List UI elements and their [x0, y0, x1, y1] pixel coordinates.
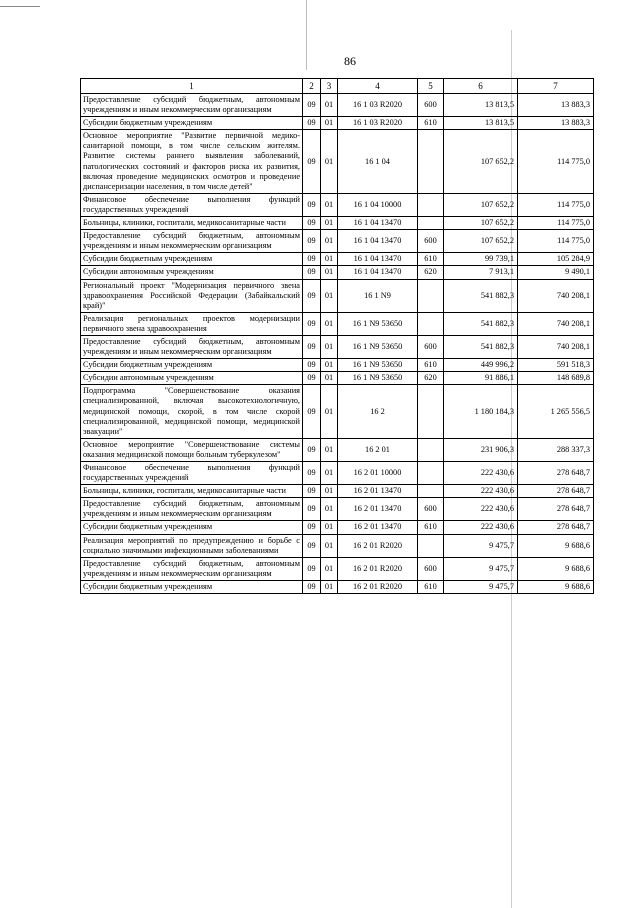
row-value-cell: 01	[321, 230, 338, 253]
row-name-cell: Финансовое обеспечение выполнения функций государственных учреждений	[81, 462, 303, 485]
row-value-cell: 09	[303, 485, 321, 498]
row-value-cell	[418, 485, 444, 498]
row-value-cell: 107 652,2	[444, 217, 518, 230]
row-value-cell: 740 208,1	[518, 279, 594, 312]
row-value-cell: 13 813,5	[444, 94, 518, 117]
row-value-cell: 09	[303, 498, 321, 521]
row-value-cell: 01	[321, 130, 338, 194]
row-value-cell: 7 913,1	[444, 266, 518, 279]
row-value-cell: 09	[303, 193, 321, 216]
row-name-cell: Предоставление субсидий бюджетным, автономным учреждениям и иным некоммерческим организациям	[81, 335, 303, 358]
row-value-cell: 114 775,0	[518, 193, 594, 216]
row-value-cell: 600	[418, 335, 444, 358]
row-value-cell: 114 775,0	[518, 217, 594, 230]
row-value-cell: 9 475,7	[444, 557, 518, 580]
row-value-cell: 09	[303, 557, 321, 580]
row-value-cell: 01	[321, 462, 338, 485]
row-value-cell: 16 1 03 R2020	[338, 117, 418, 130]
row-value-cell: 16 2 01 R2020	[338, 534, 418, 557]
row-value-cell	[418, 217, 444, 230]
row-value-cell: 16 2	[338, 385, 418, 438]
row-value-cell: 231 906,3	[444, 438, 518, 461]
page-number: 86	[344, 54, 356, 68]
row-value-cell: 09	[303, 462, 321, 485]
row-value-cell: 91 886,1	[444, 372, 518, 385]
table-row	[81, 557, 594, 580]
table-row	[81, 485, 594, 498]
row-value-cell: 16 1 04 13470	[338, 217, 418, 230]
row-value-cell: 610	[418, 521, 444, 534]
row-value-cell: 09	[303, 521, 321, 534]
row-value-cell: 09	[303, 279, 321, 312]
row-name-cell: Субсидии бюджетным учреждениям	[81, 117, 303, 130]
row-value-cell	[418, 312, 444, 335]
row-value-cell: 740 208,1	[518, 335, 594, 358]
row-name-cell: Субсидии автономным учреждениям	[81, 372, 303, 385]
row-value-cell: 99 739,1	[444, 253, 518, 266]
row-value-cell: 9 688,6	[518, 534, 594, 557]
row-value-cell: 16 1 N9 53650	[338, 335, 418, 358]
row-value-cell	[418, 462, 444, 485]
row-value-cell: 01	[321, 385, 338, 438]
row-value-cell: 01	[321, 438, 338, 461]
table-row	[81, 230, 594, 253]
row-value-cell: 610	[418, 117, 444, 130]
table-row	[81, 580, 594, 593]
row-value-cell: 278 648,7	[518, 498, 594, 521]
row-value-cell: 148 689,8	[518, 372, 594, 385]
row-name-cell: Подпрограмма "Совершенствование оказания специализированной, включая высокотехнологичную, медицинской помощи, скорой, в том числе скорой специализированной, медицинской помощи, медицинской эвакуации"	[81, 385, 303, 438]
row-value-cell	[418, 534, 444, 557]
row-value-cell: 16 2 01 R2020	[338, 557, 418, 580]
row-value-cell: 9 688,6	[518, 557, 594, 580]
row-value-cell: 114 775,0	[518, 230, 594, 253]
row-value-cell: 01	[321, 580, 338, 593]
row-value-cell: 288 337,3	[518, 438, 594, 461]
row-name-cell: Предоставление субсидий бюджетным, автономным учреждениям и иным некоммерческим организациям	[81, 94, 303, 117]
row-value-cell: 1 265 556,5	[518, 385, 594, 438]
table-row	[81, 193, 594, 216]
row-value-cell: 01	[321, 312, 338, 335]
row-value-cell: 9 688,6	[518, 580, 594, 593]
row-value-cell: 610	[418, 359, 444, 372]
row-value-cell: 9 475,7	[444, 534, 518, 557]
row-value-cell: 16 1 N9 53650	[338, 372, 418, 385]
row-name-cell: Реализация мероприятий по предупреждению и борьбе с социально значимыми инфекционными заболеваниями	[81, 534, 303, 557]
row-value-cell: 09	[303, 130, 321, 194]
row-value-cell: 222 430,6	[444, 498, 518, 521]
table-row	[81, 372, 594, 385]
row-name-cell: Субсидии бюджетным учреждениям	[81, 359, 303, 372]
row-value-cell: 01	[321, 359, 338, 372]
row-value-cell	[418, 438, 444, 461]
row-value-cell: 01	[321, 94, 338, 117]
row-value-cell: 16 1 04 13470	[338, 266, 418, 279]
row-name-cell: Субсидии автономным учреждениям	[81, 266, 303, 279]
row-name-cell: Региональный проект "Модернизация первичного звена здравоохранения Российской Федерации (Забайкальский край)"	[81, 279, 303, 312]
row-value-cell: 222 430,6	[444, 521, 518, 534]
row-value-cell: 09	[303, 580, 321, 593]
row-value-cell	[418, 279, 444, 312]
row-value-cell: 620	[418, 372, 444, 385]
table-row	[81, 130, 594, 194]
row-value-cell: 09	[303, 94, 321, 117]
row-value-cell: 01	[321, 117, 338, 130]
row-value-cell: 600	[418, 230, 444, 253]
header-cell: 2	[303, 79, 321, 94]
scan-artifact-top-left	[0, 6, 40, 7]
row-value-cell: 610	[418, 253, 444, 266]
table-row	[81, 279, 594, 312]
row-value-cell: 16 1 04 13470	[338, 230, 418, 253]
row-value-cell: 01	[321, 498, 338, 521]
table-body	[81, 94, 594, 594]
row-value-cell: 13 883,3	[518, 117, 594, 130]
table-row	[81, 312, 594, 335]
row-value-cell: 09	[303, 534, 321, 557]
row-value-cell: 16 1 N9	[338, 279, 418, 312]
row-value-cell: 16 2 01 13470	[338, 485, 418, 498]
row-value-cell: 09	[303, 335, 321, 358]
row-value-cell: 9 490,1	[518, 266, 594, 279]
row-value-cell: 16 2 01 13470	[338, 498, 418, 521]
row-value-cell: 13 883,3	[518, 94, 594, 117]
row-name-cell: Предоставление субсидий бюджетным, автономным учреждениям и иным некоммерческим организациям	[81, 557, 303, 580]
header-cell: 4	[338, 79, 418, 94]
row-value-cell: 591 518,3	[518, 359, 594, 372]
row-name-cell: Субсидии бюджетным учреждениям	[81, 521, 303, 534]
row-value-cell: 600	[418, 557, 444, 580]
row-value-cell: 541 882,3	[444, 335, 518, 358]
row-value-cell: 01	[321, 335, 338, 358]
row-value-cell: 600	[418, 498, 444, 521]
budget-table	[80, 78, 594, 594]
table-row	[81, 498, 594, 521]
row-value-cell: 222 430,6	[444, 485, 518, 498]
header-cell: 3	[321, 79, 338, 94]
header-cell: 1	[81, 79, 303, 94]
row-name-cell: Основное мероприятие "Развитие первичной медико-санитарной помощи, в том числе сельским жителям. Развитие системы раннего выявления заболеваний, патологических состояний и факторов риска их развития, включая проведение медицинских осмотров и проведение диспансеризации населения, в том числе детей"	[81, 130, 303, 194]
row-name-cell: Больницы, клиники, госпитали, медикосанитарные части	[81, 217, 303, 230]
row-value-cell	[418, 385, 444, 438]
row-name-cell: Реализация региональных проектов модернизации первичного звена здравоохранения	[81, 312, 303, 335]
table-row	[81, 117, 594, 130]
table-row	[81, 438, 594, 461]
row-value-cell: 09	[303, 438, 321, 461]
row-value-cell: 16 2 01 R2020	[338, 580, 418, 593]
row-value-cell	[418, 193, 444, 216]
row-value-cell: 01	[321, 534, 338, 557]
row-value-cell: 09	[303, 372, 321, 385]
row-value-cell: 01	[321, 217, 338, 230]
table-row	[81, 217, 594, 230]
row-value-cell: 01	[321, 372, 338, 385]
row-value-cell: 620	[418, 266, 444, 279]
table-row	[81, 359, 594, 372]
header-row	[81, 79, 594, 94]
row-value-cell: 09	[303, 385, 321, 438]
row-value-cell: 01	[321, 253, 338, 266]
row-value-cell: 16 1 04 10000	[338, 193, 418, 216]
table-row	[81, 534, 594, 557]
row-value-cell: 16 2 01 10000	[338, 462, 418, 485]
row-value-cell: 13 813,5	[444, 117, 518, 130]
row-value-cell: 16 1 N9 53650	[338, 312, 418, 335]
row-value-cell: 09	[303, 359, 321, 372]
row-name-cell: Финансовое обеспечение выполнения функций государственных учреждений	[81, 193, 303, 216]
row-value-cell: 16 1 04 13470	[338, 253, 418, 266]
row-value-cell: 01	[321, 557, 338, 580]
header-cell: 5	[418, 79, 444, 94]
table-row	[81, 266, 594, 279]
row-value-cell: 600	[418, 94, 444, 117]
table-row	[81, 253, 594, 266]
row-value-cell: 16 1 N9 53650	[338, 359, 418, 372]
row-value-cell: 105 284,9	[518, 253, 594, 266]
row-value-cell: 107 652,2	[444, 130, 518, 194]
row-value-cell: 09	[303, 253, 321, 266]
row-value-cell: 16 1 04	[338, 130, 418, 194]
row-value-cell: 01	[321, 521, 338, 534]
row-value-cell	[418, 130, 444, 194]
header-cell: 7	[518, 79, 594, 94]
row-value-cell: 16 2 01	[338, 438, 418, 461]
row-value-cell: 278 648,7	[518, 462, 594, 485]
row-value-cell: 09	[303, 217, 321, 230]
table-row	[81, 335, 594, 358]
row-value-cell: 610	[418, 580, 444, 593]
row-value-cell: 01	[321, 485, 338, 498]
row-value-cell: 09	[303, 266, 321, 279]
row-value-cell: 09	[303, 312, 321, 335]
row-value-cell: 16 1 03 R2020	[338, 94, 418, 117]
row-name-cell: Основное мероприятие "Совершенствование системы оказания медицинской помощи больным туберкулезом"	[81, 438, 303, 461]
row-value-cell: 541 882,3	[444, 312, 518, 335]
row-name-cell: Субсидии бюджетным учреждениям	[81, 580, 303, 593]
row-name-cell: Больницы, клиники, госпитали, медикосанитарные части	[81, 485, 303, 498]
row-value-cell: 107 652,2	[444, 230, 518, 253]
table-row	[81, 94, 594, 117]
row-value-cell: 9 475,7	[444, 580, 518, 593]
table-row	[81, 462, 594, 485]
row-value-cell: 107 652,2	[444, 193, 518, 216]
header-cell: 6	[444, 79, 518, 94]
row-value-cell: 278 648,7	[518, 521, 594, 534]
row-name-cell: Субсидии бюджетным учреждениям	[81, 253, 303, 266]
row-name-cell: Предоставление субсидий бюджетным, автономным учреждениям и иным некоммерческим организациям	[81, 498, 303, 521]
row-value-cell: 01	[321, 279, 338, 312]
row-value-cell: 449 996,2	[444, 359, 518, 372]
row-value-cell: 16 2 01 13470	[338, 521, 418, 534]
row-value-cell: 1 180 184,3	[444, 385, 518, 438]
row-value-cell: 541 882,3	[444, 279, 518, 312]
row-value-cell: 09	[303, 230, 321, 253]
row-value-cell: 222 430,6	[444, 462, 518, 485]
table-row	[81, 521, 594, 534]
row-value-cell: 740 208,1	[518, 312, 594, 335]
row-value-cell: 01	[321, 193, 338, 216]
row-value-cell: 01	[321, 266, 338, 279]
table-row	[81, 385, 594, 438]
row-value-cell: 114 775,0	[518, 130, 594, 194]
row-value-cell: 09	[303, 117, 321, 130]
row-name-cell: Предоставление субсидий бюджетным, автономным учреждениям и иным некоммерческим организациям	[81, 230, 303, 253]
row-value-cell: 278 648,7	[518, 485, 594, 498]
